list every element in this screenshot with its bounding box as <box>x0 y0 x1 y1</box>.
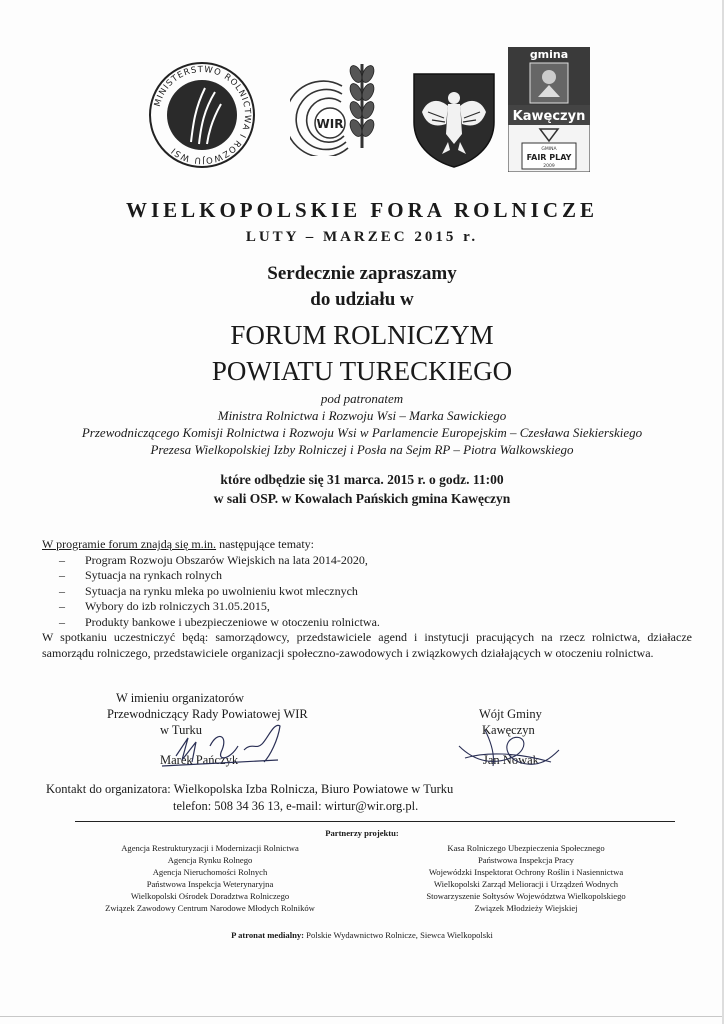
program-intro: W programie forum znajdą się m.in. następujące tematy: <box>42 537 315 551</box>
svg-text:GMINA: GMINA <box>541 147 557 152</box>
scan-edge-bottom <box>0 1016 724 1017</box>
svg-text:Kawęczyn: Kawęczyn <box>512 109 586 124</box>
partners-divider <box>75 821 675 822</box>
partners-left-column <box>80 842 340 914</box>
list-item: Wielkopolski Zarząd Melioracji i Urządzeń Wodnych <box>433 879 619 889</box>
list-item: – Produkty bankowe i ubezpieczeniowe w otoczeniu rolnictwa. <box>42 615 692 631</box>
forum-title-line-2: POWIATU TURECKIEGO <box>211 356 513 386</box>
patronage-committee-chair: Przewodniczącego Komisji Rolnictwa i Rozwoju Wsi w Parlamencie Europejskim – Czesława Siekierskiego <box>81 425 643 440</box>
mayor-title: Wójt Gminy <box>479 707 542 721</box>
event-location: w sali OSP. w Kowalach Pańskich gmina Kawęczyn <box>213 491 511 506</box>
organizer-signature <box>158 716 298 776</box>
patronage-label: pod patronatem <box>320 391 404 406</box>
list-item: – Sytuacja na rynku mleka po uwolnieniu kwot mlecznych <box>42 584 692 600</box>
contact-organizer: Kontakt do organizatora: Wielkopolska Izba Rolnicza, Biuro Powiatowe w Turku <box>46 782 454 796</box>
svg-text:gmina: gmina <box>529 48 569 61</box>
list-item: Państwowa Inspekcja Pracy <box>478 855 574 865</box>
contact-phone-email: telefon: 508 34 36 13, e-mail: wirtur@wir.org.pl. <box>173 799 419 813</box>
svg-text:MINISTERSTWO ROLNICTWA I ROZWO: MINISTERSTWO ROLNICTWA I ROZWOJU WSI <box>152 64 253 166</box>
organizer-on-behalf: W imieniu organizatorów <box>116 691 244 705</box>
partners-right-column <box>386 842 666 914</box>
organizer-signatory-name: Marek Pańczyk <box>160 753 239 767</box>
list-item: – Wybory do izb rolniczych 31.05.2015, <box>42 599 692 615</box>
event-date-time: które odbędzie się 31 marca. 2015 r. o godz. 11:00 <box>220 472 504 487</box>
event-series-dates: LUTY – MARZEC 2015 r. <box>245 229 479 245</box>
svg-text:FAIR PLAY: FAIR PLAY <box>526 153 572 162</box>
mayor-name: Jan Nowak <box>483 753 539 767</box>
patronage-minister: Ministra Rolnictwa i Rozwoju Wsi – Marka Sawickiego <box>217 408 507 423</box>
forum-title-line-1: FORUM ROLNICZYM <box>230 320 494 350</box>
list-item: Związek Młodzieży Wiejskiej <box>474 903 578 913</box>
invitation-line-1: Serdecznie zapraszamy <box>267 263 457 284</box>
eagle-coat-of-arms <box>412 72 496 168</box>
ministry-logo <box>147 60 257 170</box>
svg-text:WIR: WIR <box>316 117 344 131</box>
gmina-kaweczyn-logo <box>508 47 590 172</box>
list-item: Wielkopolski Ośrodek Doradztwa Rolniczego <box>130 891 290 901</box>
organizer-location: w Turku <box>160 723 203 737</box>
media-patronage: P atronat medialny: Polskie Wydawnictwo Rolnicze, Siewca Wielkopolski <box>231 930 493 940</box>
patronage-chamber-president: Prezesa Wielkopolskiej Izby Rolniczej i Posła na Sejm RP – Piotra Walkowskiego <box>150 442 574 457</box>
list-item: – Sytuacja na rynkach rolnych <box>42 568 692 584</box>
wir-logo <box>290 56 385 156</box>
list-item: Agencja Restrukturyzacji i Modernizacji Rolnictwa <box>121 843 299 853</box>
svg-text:2009: 2009 <box>543 164 555 169</box>
program-section <box>42 537 692 661</box>
list-item: Wojewódzki Inspektorat Ochrony Roślin i Nasiennictwa <box>428 867 624 877</box>
organizer-title: Przewodniczący Rady Powiatowej WIR <box>107 707 308 721</box>
mayor-signature <box>455 722 565 777</box>
list-item: Agencja Rynku Rolnego <box>167 855 253 865</box>
list-item: Związek Zawodowy Centrum Narodowe Młodych Rolników <box>105 903 315 913</box>
list-item: Kasa Rolniczego Ubezpieczenia Społecznego <box>447 843 605 853</box>
list-item: Stowarzyszenie Sołtysów Województwa Wielkopolskiego <box>426 891 626 901</box>
mayor-municipality: Kawęczyn <box>482 723 535 737</box>
event-series-title: WIELKOPOLSKIE FORA ROLNICZE <box>125 198 599 222</box>
program-topics <box>42 553 692 631</box>
partners-heading: Partnerzy projektu: <box>325 828 399 838</box>
list-item: Agencja Nieruchomości Rolnych <box>152 867 268 877</box>
list-item: Państwowa Inspekcja Weterynaryjna <box>146 879 274 889</box>
participants-paragraph: W spotkaniu uczestniczyć będą: samorządowcy, przedstawiciele agend i instytucji pracujących na rzecz rolnictwa, działacze samorządu rolniczego, przedstawiciele organizacji społeczno-zawodowych i związkowych działających w otoczeniu rolnictwa. <box>42 630 692 660</box>
list-item: – Program Rozwoju Obszarów Wiejskich na lata 2014-2020, <box>42 553 692 569</box>
invitation-line-2: do udziału w <box>310 289 414 310</box>
